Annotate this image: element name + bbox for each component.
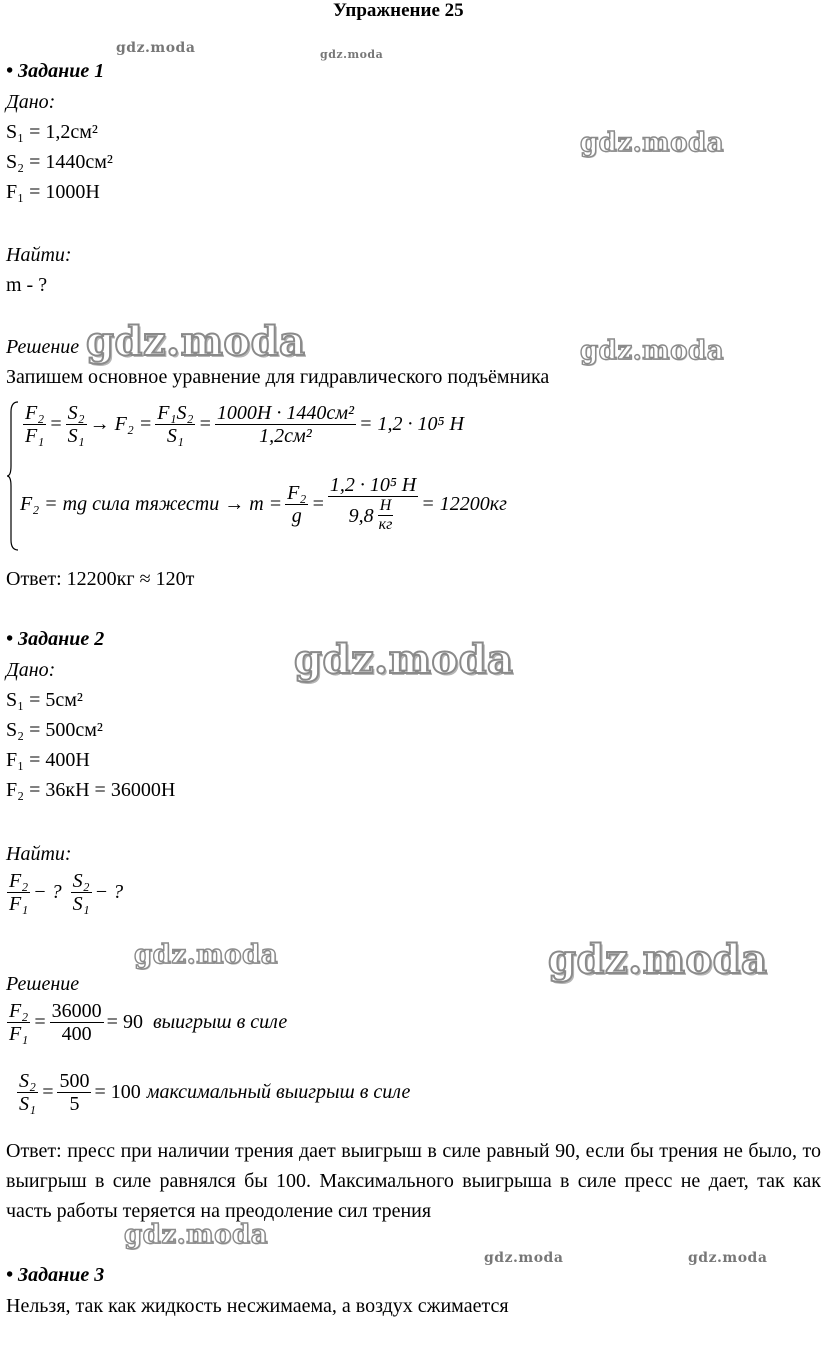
equation-arrow: → F₂ =	[89, 413, 153, 435]
watermark: gdz.moda	[580, 128, 725, 158]
solution-label: Решение	[6, 336, 80, 358]
fraction-denominator: S₁	[19, 1093, 36, 1115]
given-item: F₁ = 1000Н	[6, 181, 100, 203]
page-title: Упражнение 25	[333, 0, 464, 21]
fraction-numerator: F₂	[9, 870, 29, 892]
given-item: F₂ = 36кН = 36000Н	[6, 779, 176, 801]
fraction-numerator: F₂	[25, 402, 45, 424]
solution-intro: Запишем основное уравнение для гидравлического подъёмника	[6, 366, 550, 388]
equation-force-ratio: $\frac{\text{F₂}}{\text{F₁}}$ = $\frac{36000}{400}$ = 90 выигрыш в силе	[9, 1000, 288, 1045]
given-item: S₂ = 500см²	[6, 719, 103, 741]
equation-hydraulic: $\frac{\text{F₂}}{\text{F₁}}$ = $\frac{\text{S₂}}{\text{S₁}}$ → F₂ = $\frac{\text{F₁S₂}}{\text{S₁}}$ = $\frac{\text{1000Н · 1440см²}}{\text{1,2см²}}$ = 1,2 · 10⁵ Н	[25, 402, 464, 447]
watermark: gdz.moda	[294, 636, 514, 683]
watermark: gdz.moda	[580, 336, 725, 366]
fraction-denominator: S₁	[166, 425, 184, 447]
given-label: Дано:	[6, 659, 56, 681]
task3-heading: • Задание 3	[6, 1264, 105, 1286]
watermark: gdz.moda	[86, 318, 306, 365]
equation-comment: выигрыш в силе	[152, 1011, 288, 1033]
fraction-numerator: F₂	[9, 1000, 29, 1022]
fraction-denominator: F₁	[9, 1023, 29, 1045]
fraction-denominator: F₁	[9, 893, 29, 915]
equation-area-ratio: $\frac{\text{S₂}}{\text{S₁}}$ = $\frac{500}{5}$ = 100 максимальный выигрыш в силе	[19, 1070, 411, 1115]
fraction-numerator: S₂	[19, 1070, 36, 1092]
given-item: S₁ = 5см²	[6, 689, 83, 711]
fraction-denominator: F₁	[25, 425, 45, 447]
fraction-denominator: 5	[69, 1093, 80, 1115]
question-mark: − ?	[94, 881, 124, 903]
fraction-numerator: 500	[59, 1070, 90, 1092]
find-label: Найти:	[6, 244, 72, 266]
watermark: gdz.moda	[134, 940, 279, 970]
question-mark: − ?	[33, 881, 62, 903]
denominator-value: 9,8	[348, 504, 374, 527]
find-ratios	[4, 870, 123, 915]
task3-text: Нельзя, так как жидкость несжимаема, а воздух сжимается	[6, 1295, 509, 1317]
watermark: gdz.moda	[116, 40, 196, 56]
find-label: Найти:	[6, 843, 72, 865]
fraction-numerator: 36000	[51, 1000, 102, 1022]
given-label: Дано:	[6, 91, 56, 113]
fraction-numerator: S₂	[67, 402, 85, 424]
task2-answer: Ответ: пресс при наличии трения дает выигрыш в силе равный 90, если бы трения не было, то выигрыш в силе равнялся бы 100. Максимального выигрыша в силе пресс не дает, так как часть работы теряется на преодоление сил трения	[6, 1140, 821, 1222]
equation-lhs: F₂ = mg сила тяжести → m =	[20, 492, 283, 515]
solution-label: Решение	[6, 973, 80, 995]
fraction-numerator: 1000Н · 1440см²	[216, 402, 355, 424]
fraction-denominator	[347, 497, 400, 534]
equation-mass: F₂ = mg сила тяжести → m = $\frac{\text{F₂}}{g}$ = 1,2 · 10⁵ Н 9,8 $\frac{Н}{кг}$ = 12200кг	[20, 474, 507, 533]
fraction-denominator: g	[291, 504, 302, 527]
equation-result: = 1,2 · 10⁵ Н	[359, 413, 464, 435]
fraction-denominator: 1,2см²	[259, 425, 312, 447]
watermark: gdz.moda	[124, 1220, 269, 1250]
find-item: m - ?	[6, 274, 48, 296]
fraction-numerator: F₁S₂	[157, 402, 194, 424]
system-brace	[6, 400, 20, 552]
equation-comment: максимальный выигрыш в силе	[146, 1081, 411, 1103]
task2-heading: • Задание 2	[6, 628, 105, 650]
watermark: gdz.moda	[688, 1250, 768, 1266]
fraction-denominator: S₁	[67, 425, 85, 447]
unit-numerator: Н	[379, 497, 392, 514]
fraction-denominator: S₁	[72, 893, 90, 915]
given-item: S₂ = 1440см²	[6, 151, 113, 173]
task1-answer: Ответ: 12200кг ≈ 120т	[6, 568, 195, 590]
given-item: F₁ = 400Н	[6, 749, 90, 771]
equation-result: = 100	[94, 1081, 141, 1103]
equation-result: = 90	[106, 1011, 143, 1033]
fraction-denominator: 400	[61, 1023, 92, 1045]
fraction-numerator: S₂	[72, 870, 90, 892]
unit-denominator: кг	[378, 516, 393, 533]
watermark: gdz.moda	[320, 48, 384, 61]
fraction-numerator: F₂	[287, 481, 307, 504]
task1-heading: • Задание 1	[6, 60, 105, 82]
given-item: S₁ = 1,2см²	[6, 121, 98, 143]
watermark: gdz.moda	[548, 936, 768, 983]
equation-result: = 12200кг	[421, 492, 507, 515]
fraction-numerator: 1,2 · 10⁵ Н	[329, 474, 417, 496]
watermark: gdz.moda	[484, 1250, 564, 1266]
